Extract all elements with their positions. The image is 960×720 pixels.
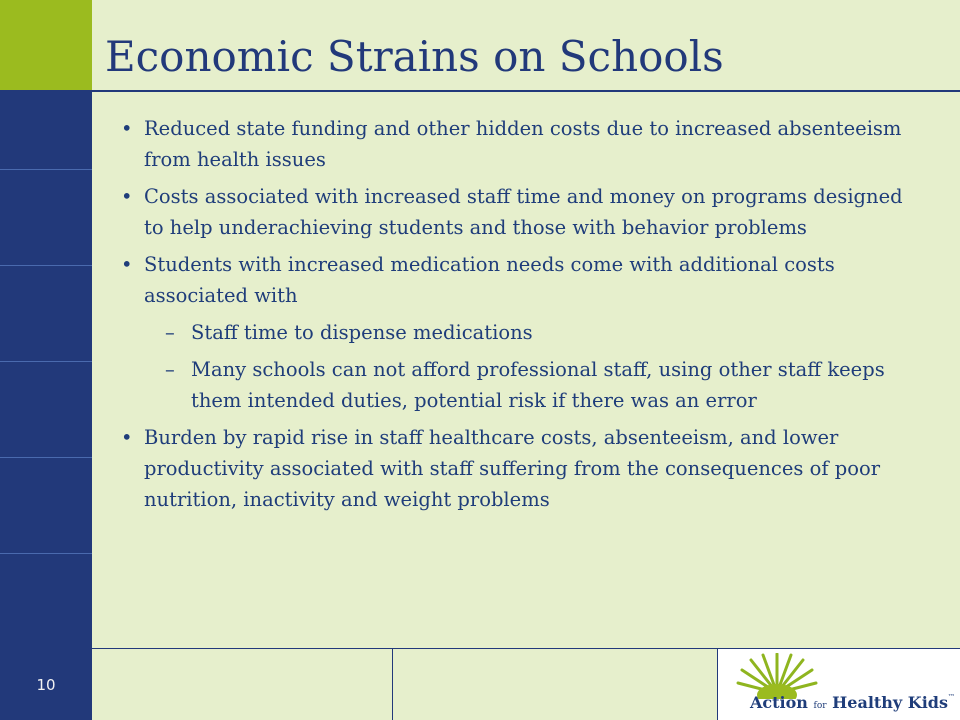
bullet-item: • Reduced state funding and other hidden costs due to increased absenteeism from health issues	[119, 113, 909, 175]
sub-bullet-item: – Many schools can not afford professional staff, using other staff keeps them intended duties, potential risk if there was an error	[119, 354, 909, 416]
sub-bullet-item: – Staff time to dispense medications	[119, 317, 909, 348]
title-underline	[92, 90, 960, 92]
logo	[718, 649, 960, 720]
accent-square	[0, 0, 92, 90]
sidebar-divider	[0, 265, 92, 266]
sidebar-divider	[0, 169, 92, 170]
logo-word: Action	[750, 693, 808, 712]
footer-divider	[392, 648, 393, 720]
bullet-item: • Burden by rapid rise in staff healthcare costs, absenteeism, and lower productivity associated with staff suffering from the consequences of poor nutrition, inactivity and weight problems	[119, 422, 909, 515]
sidebar-divider	[0, 361, 92, 362]
logo-word: for	[813, 701, 827, 711]
slide-title: Economic Strains on Schools	[105, 32, 724, 81]
bullet-list	[119, 113, 909, 521]
trademark-mark: ™	[947, 693, 955, 701]
bullet-item: • Students with increased medication needs come with additional costs associated with	[119, 249, 909, 311]
slide-number: 10	[36, 676, 56, 694]
bullet-item: • Costs associated with increased staff time and money on programs designed to help underachieving students and those with behavior problems	[119, 181, 909, 243]
sidebar-divider	[0, 457, 92, 458]
left-sidebar-bar	[0, 90, 92, 720]
logo-word: Healthy Kids	[832, 693, 948, 712]
logo-wordmark	[750, 693, 955, 712]
sidebar-divider	[0, 553, 92, 554]
